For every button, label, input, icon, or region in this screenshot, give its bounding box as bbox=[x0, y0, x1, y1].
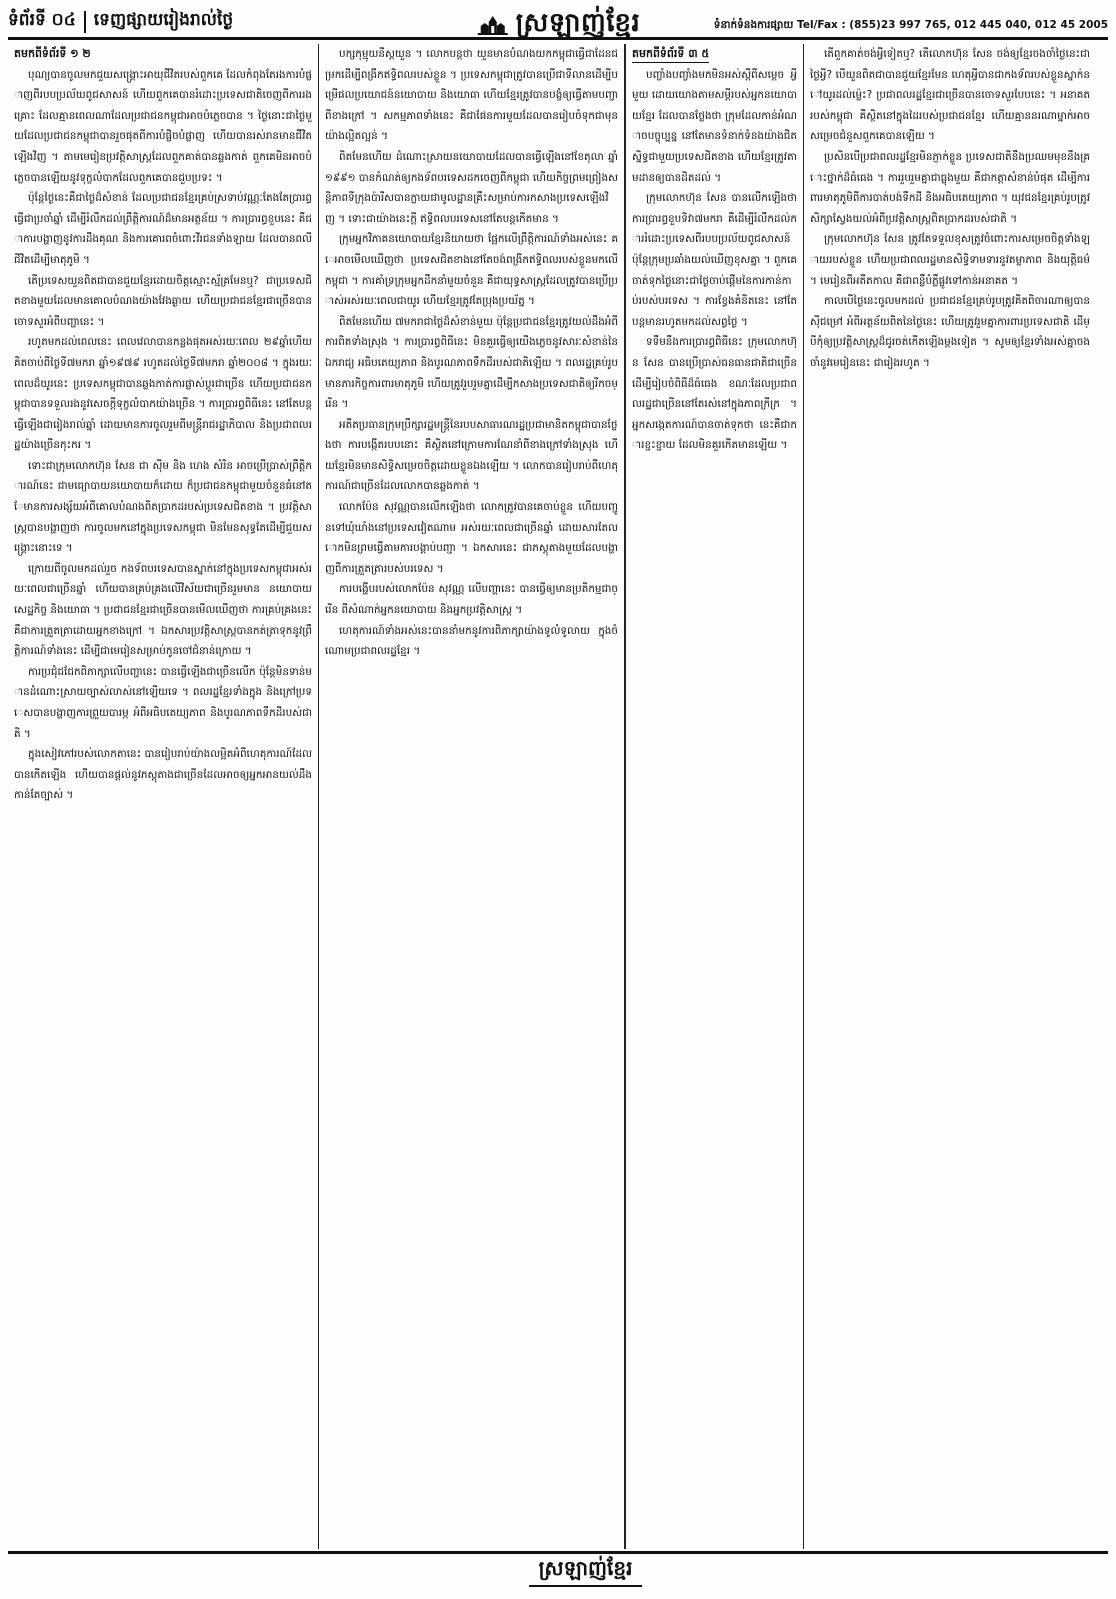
continued-from-label: តមកពីទំព័រទី ១ ២ bbox=[14, 47, 91, 60]
paragraph: ការប្រជុំជជែកពិភាក្សាលើបញ្ហានេះ បានធ្វើឡើងជាច្រើនលើក ប៉ុន្តែមិនទាន់មានដំណោះស្រាយច្បាស់លាស់នៅឡើយទេ ។ ពលរដ្ឋខ្មែរទាំងក្នុង និងក្រៅប្រទេសបានបង្ហាញការព្រួយបារម្ភ អំពីអធិបតេយ្យភាព និងបូរណភាពទឹកដីរបស់ជាតិ ។ bbox=[14, 665, 312, 740]
paragraph: អតីតប្រធានក្រុមប្រឹក្សារដ្ឋមន្ត្រីនៃរបបសាធារណរដ្ឋប្រជាមានិតកម្ពុជាបានថ្លែងថា ការបង្កើតរបបនោះ គឺស្ថិតនៅក្រោមការណែនាំពីខាងក្រៅទាំងស្រុង ហើយខ្មែរមិនមានសិទ្ធិសម្រេចចិត្តដោយខ្លួនឯងឡើយ ។ លោកបានរៀបរាប់ពីហេតុការណ៍ជាច្រើនដែលលោកបានឆ្លងកាត់ ។ bbox=[325, 418, 618, 493]
paragraph: ពិតមែនហើយ ៧មករាជាថ្ងៃដ៏សំខាន់មួយ ប៉ុន្តែប្រជាជនខ្មែរត្រូវយល់ដឹងអំពីការពិតទាំងស្រុង ។ ការប្រារព្ធពិធីនេះ មិនគួរធ្វើឲ្យយើងភ្លេចនូវសារៈសំខាន់នៃឯករាជ្យ អធិបតេយ្យភាព និងបូរណភាពទឹកដីរបស់ជាតិឡើយ ។ ពលរដ្ឋគ្រប់រូបមានភារកិច្ចការពារមាតុភូមិ ហើយត្រូវរួបរួមគ្នាដើម្បីកសាងប្រទេសជាតិឲ្យរីកចម្រើន ។ bbox=[325, 315, 618, 411]
masthead-title: ស្រឡាញ់ខ្មែរ bbox=[515, 8, 641, 38]
page-header bbox=[8, 6, 1108, 40]
paragraph: ក្នុងសៀវភៅរបស់លោកតានេះ បានរៀបរាប់យ៉ាងលម្អិតអំពីហេតុការណ៍ដែលបានកើតឡើង ហើយបានផ្តល់នូវភស្តុតាងជាច្រើនដែលអាចឲ្យអ្នកអានយល់ដឹងកាន់តែច្បាស់ ។ bbox=[14, 748, 312, 802]
paragraph: តើប្រទេសយួនពិតជាបានជួយខ្មែរដោយចិត្តស្មោះស្ម័គ្រមែនឬ? ជាប្រទេសជិតខាងមួយដែលមានគោលបំណងយ៉ាងវែងឆ្ងាយ ហើយប្រជាជនខ្មែរជាច្រើនបានចោទសួរអំពីបញ្ហានេះ ។ bbox=[14, 274, 312, 328]
continued-from-label: តមកពីទំព័រទី ៣ ៥ bbox=[632, 46, 709, 63]
page-footer bbox=[8, 1551, 1108, 1591]
paragraph: បក្សកុម្មុយនីស្តយួន ។ លោកបន្តថា យួនមានបំណងយកកម្ពុជាធ្វើជាដែនជម្រកដើម្បីពង្រីកឥទ្ធិពលរបស់ខ្លួន ។ ប្រទេសកម្ពុជាត្រូវបានប្រើជាទីលានដើម្បីបម្រើផលប្រយោជន៍នយោបាយ និងយោធា ហើយខ្មែរត្រូវបានបង្ខំឲ្យធ្វើតាមបញ្ជាពីខាងក្រៅ ។ សកម្មភាពទាំងនេះ គឺជាផែនការមួយដែលបានរៀបចំទុកជាមុនយ៉ាងល្អិតល្អន់ ។ bbox=[325, 48, 618, 143]
paragraph: ប៉ុន្តែថ្ងៃនេះគឺជាថ្ងៃដ៏សំខាន់ ដែលប្រជាជនខ្មែរគ្រប់ស្រទាប់វណ្ណៈតែងតែប្រារព្ធធ្វើជាប្រចាំឆ្នាំ ដើម្បីរំលឹកដល់ព្រឹត្តិការណ៍ដ៏មានអត្ថន័យ ។ ការប្រារព្ធខួបនេះ គឺជាការបង្ហាញនូវការដឹងគុណ និងការគោរពចំពោះវីរជនទាំងឡាយ ដែលបានពលីជីវិតដើម្បីមាតុភូមិ ។ bbox=[14, 192, 312, 266]
masthead-logo bbox=[476, 6, 641, 44]
paragraph: កាលបើថ្ងៃនេះចូលមកដល់ ប្រជាជនខ្មែរគ្រប់រូបត្រូវគិតពិចារណាឲ្យបានស៊ីជម្រៅ អំពីអត្ថន័យពិតនៃថ្ងៃនេះ ហើយត្រូវរួមគ្នាការពារប្រទេសជាតិ ដើម្បីកុំឲ្យប្រវត្តិសាស្ត្រដ៏ជូរចត់កើតឡើងម្តងទៀត ។ សូមឲ្យខ្មែរទាំងអស់គ្នាចងចាំនូវមេរៀននេះ ជារៀងរហូត ។ bbox=[810, 295, 1090, 369]
paragraph: រហូតមកដល់ពេលនេះ ពេលវេលាបានកន្លងផុតអស់រយៈពេល ២៩ឆ្នាំហើយ គិតចាប់ពីថ្ងៃទី៧មករា ឆ្នាំ១៩៧៩ រហូតដល់ថ្ងៃទី៧មករា ឆ្នាំ២០០៨ ។ ក្នុងរយៈពេលដ៏យូរនេះ ប្រទេសកម្ពុជាបានឆ្លងកាត់ការផ្លាស់ប្តូរជាច្រើន ហើយប្រជាជនកម្ពុជាបានទទួលរងនូវសេចក្តីទុក្ខលំបាកយ៉ាងច្រើន ។ ការប្រារព្ធពិធីនេះ នៅតែបន្តធ្វើឡើងជារៀងរាល់ឆ្នាំ ដោយមានការចូលរួមពីមន្ត្រីរាជរដ្ឋាភិបាល និងប្រជាពលរដ្ឋយ៉ាងច្រើនកុះករ ។ bbox=[14, 336, 312, 452]
paragraph: ពិតមែនហើយ ដំណោះស្រាយនយោបាយដែលបានធ្វើឡើងនៅខែតុលា ឆ្នាំ១៩៩១ បានកំណត់ឲ្យកងទ័ពបរទេសដកចេញពីកម្ពុជា ហើយកិច្ចព្រមព្រៀងសន្តិភាពទីក្រុងប៉ារីសបានក្លាយជាមូលដ្ឋានគ្រឹះសម្រាប់ការកសាងប្រទេសឡើងវិញ ។ ទោះជាយ៉ាងនេះក្តី ឥទ្ធិពលបរទេសនៅតែបន្តកើតមាន ។ bbox=[325, 150, 618, 225]
paragraph: តើពួកគាត់ចង់អ្វីទៀតឬ? តើលោកហ៊ុន សែន ចង់ឲ្យខ្មែរចងចាំថ្ងៃនេះជាថ្ងៃអ្វី? បើយួនពិតជាបានជួយខ្មែរមែន ហេតុអ្វីបានជាកងទ័ពរបស់ខ្លួនស្នាក់នៅយូរដល់ម្ល៉េះ? ប្រជាពលរដ្ឋខ្មែរជាច្រើនបានចោទសួរបែបនេះ ។ អនាគតរបស់កម្ពុជា គឺស្ថិតនៅក្នុងដៃរបស់ប្រជាជនខ្មែរ ហើយគ្មាននរណាម្នាក់អាចសម្រេចជំនួសពួកគេបានឡើយ ។ bbox=[810, 48, 1090, 143]
paragraph: លោកប៉ែន សុវណ្ណបានលើកឡើងថា លោកត្រូវបានគេចាប់ខ្លួន ហើយបញ្ជូនទៅឃុំឃាំងនៅប្រទេសវៀតណាម អស់រយៈពេលជាច្រើនឆ្នាំ ដោយសារតែលោកមិនព្រមធ្វើតាមការបង្គាប់បញ្ជា ។ ឯកសារនេះ ជាភស្តុតាងមួយដែលបង្ហាញពីការត្រួតត្រារបស់បរទេស ។ bbox=[325, 501, 618, 575]
paragraph: ទទឹមនឹងការប្រារព្ធពិធីនេះ ក្រុមលោកហ៊ុន សែន បានប្រើប្រាស់ធនធានជាតិជាច្រើន ដើម្បីរៀបចំពិធីដ៏ធំធេង ខណៈដែលប្រជាពលរដ្ឋជាច្រើននៅតែរស់នៅក្នុងភាពក្រីក្រ ។ អ្នកសង្កេតការណ៍បានចាត់ទុកថា នេះគឺជាការខ្ជះខ្ជាយ ដែលមិនគួរកើតមានឡើយ ។ bbox=[632, 336, 797, 452]
paragraph: ក្រុមលោកហ៊ុន សែន បានលើកឡើងថា ការប្រារព្ធខួបទិវា៧មករា គឺដើម្បីរំលឹកដល់ការរំដោះប្រទេសពីរបបប្រល័យពូជសាសន៍ ប៉ុន្តែក្រុមប្រឆាំងយល់ឃើញខុសគ្នា ។ ពួកគេចាត់ទុកថ្ងៃនោះជាថ្ងៃចាប់ផ្តើមនៃការកាន់កាប់របស់បរទេស ។ ការខ្វែងគំនិតនេះ នៅតែបន្តមានរហូតមកដល់សព្វថ្ងៃ ។ bbox=[632, 192, 797, 328]
header-divider bbox=[84, 11, 86, 33]
paragraph: បញ្ហាំងបញ្ចាំងមកមិនអស់ស្តីពីសម្តេច អ្វីមួយ ដោយយោងតាមសម្តីរបស់អ្នកនយោបាយខ្មែរ ដែលបានថ្លែងថា ក្រុមដែលកាន់អំណាចបច្ចុប្បន្ន នៅតែមានទំនាក់ទំនងយ៉ាងជិតស្និទ្ធជាមួយប្រទេសជិតខាង ហើយខ្មែរត្រូវតាមដានឲ្យបានដិតដល់ ។ bbox=[632, 68, 797, 184]
paragraph: ទោះជាក្រុមលោកហ៊ុន សែន ជា ស៊ីម និង ហេង សំរិន អាចប្រើប្រាស់ព្រឹត្តិការណ៍នេះ ជាមធ្យោបាយនយោបាយក៏ដោយ ក៏ប្រជាជនកម្ពុជាមួយចំនួនធំនៅតែមានការសង្ស័យអំពីគោលបំណងពិតប្រាកដរបស់ប្រទេសជិតខាង ។ ប្រវត្តិសាស្ត្របានបង្ហាញថា ការចូលមកនៅក្នុងប្រទេសកម្ពុជា មិនមែនសុទ្ធតែដើម្បីជួយសង្គ្រោះនោះទេ ។ bbox=[14, 459, 312, 555]
section-title: ទេញផ្សាយរៀងរាល់ថ្ងៃ bbox=[93, 10, 234, 30]
contact-info: ទំនាក់ទំនងការផ្សាយ Tel/Fax : (855)23 997 765, 012 445 040, 012 45 2005 bbox=[713, 19, 1108, 31]
paragraph: ហេតុការណ៍ទាំងអស់នេះបាននាំមកនូវការពិភាក្សាយ៉ាងទូលំទូលាយ ក្នុងចំណោមប្រជាពលរដ្ឋខ្មែរ ។ bbox=[325, 624, 618, 658]
column-4 bbox=[804, 44, 1096, 1549]
column-3 bbox=[625, 44, 804, 1549]
paragraph: ក្រុមលោកហ៊ុន សែន ត្រូវតែទទួលខុសត្រូវចំពោះការសម្រេចចិត្តទាំងឡាយរបស់ខ្លួន ហើយប្រជាពលរដ្ឋមានសិទ្ធិទាមទារនូវតម្លាភាព និងយុត្តិធម៌ ។ មេរៀនពីអតីតកាល គឺជាពន្លឺបំភ្លឺផ្លូវទៅកាន់អនាគត ។ bbox=[810, 233, 1090, 287]
paragraph: ប្រសិនបើប្រជាពលរដ្ឋខ្មែរមិនភ្ញាក់ខ្លួន ប្រទេសជាតិនឹងប្រឈមមុខនឹងគ្រោះថ្នាក់ដ៏ធំធេង ។ ការរួបរួមគ្នាជាធ្លុងមួយ គឺជាកត្តាសំខាន់បំផុត ដើម្បីការពារមាតុភូមិពីការបាត់បង់ទឹកដី និងអធិបតេយ្យភាព ។ យុវជនខ្មែរគ្រប់រូបត្រូវសិក្សាស្វែងយល់អំពីប្រវត្តិសាស្ត្រពិតប្រាកដរបស់ជាតិ ។ bbox=[810, 150, 1090, 225]
article-body bbox=[8, 44, 1108, 1549]
angkor-temple-icon bbox=[476, 13, 510, 37]
footer-logo: ស្រឡាញ់ខ្មែរ bbox=[529, 1555, 643, 1587]
column-1 bbox=[8, 44, 319, 1549]
header-left bbox=[8, 9, 233, 34]
paragraph: បុណ្យបានចូលមកជួយសង្គ្រោះអាយុជីវិតរបស់ពួកគេ ដែលកំពុងតែរងការបំផ្លាញពីរបបប្រល័យពូជសាសន៍ ហើយពួកគេបានរំដោះប្រទេសជាតិចេញពីការរងគ្រោះ ដែលគ្មានពេលណាដែលប្រជាជនកម្ពុជាអាចបំភ្លេចបាន ។ ថ្ងៃនោះជាថ្ងៃមួយដែលប្រជាជនកម្ពុជាបានរួចផុតពីការបំផ្លិចបំផ្លាញ ហើយបានរស់រានមានជីវិតឡើងវិញ ។ តាមមេរៀនប្រវត្តិសាស្ត្រដែលពួកគាត់បានឆ្លងកាត់ ពួកគេមិនអាចបំភ្លេចបានឡើយនូវទុក្ខលំបាកដែលពួកគេបានជួបប្រទះ ។ bbox=[14, 68, 312, 184]
paragraph: ការបង្ហើបរបស់លោកប៉ែន សុវណ្ណ លើបញ្ហានេះ បានធ្វើឲ្យមានប្រតិកម្មជាច្រើន ពីសំណាក់អ្នកនយោបាយ និងអ្នកប្រវត្តិសាស្ត្រ ។ bbox=[325, 583, 618, 617]
column-2 bbox=[319, 44, 625, 1549]
paragraph: ក្រុមអ្នកវិភាគនយោបាយខ្មែរនិយាយថា ផ្អែកលើព្រឹត្តិការណ៍ទាំងអស់នេះ គេអាចមើលឃើញថា ប្រទេសជិតខាងនៅតែចង់ពង្រីកឥទ្ធិពលរបស់ខ្លួនមកលើកម្ពុជា ។ ការគាំទ្រក្រុមអ្នកដឹកនាំមួយចំនួន គឺជាយុទ្ធសាស្ត្រដែលត្រូវបានប្រើប្រាស់អស់រយៈពេលជាយូរ ហើយខ្មែរត្រូវតែប្រុងប្រយ័ត្ន ។ bbox=[325, 233, 618, 308]
paragraph: ក្រោយពីចូលមកដល់រួច កងទ័ពបរទេសបានស្នាក់នៅក្នុងប្រទេសកម្ពុជាអស់រយៈពេលជាច្រើនឆ្នាំ ហើយបានគ្រប់គ្រងលើវិស័យជាច្រើនរួមមាន នយោបាយ សេដ្ឋកិច្ច និងយោធា ។ ប្រជាជនខ្មែរជាច្រើនបានមើលឃើញថា ការគ្រប់គ្រងនេះ គឺជាការត្រួតត្រាដោយអ្នកខាងក្រៅ ។ ឯកសារប្រវត្តិសាស្ត្របានកត់ត្រាទុកនូវព្រឹត្តិការណ៍ទាំងនេះ ដើម្បីជាមេរៀនសម្រាប់កូនចៅជំនាន់ក្រោយ ។ bbox=[14, 562, 312, 658]
page-number: ទំព័រទី ០៤ bbox=[8, 10, 76, 30]
